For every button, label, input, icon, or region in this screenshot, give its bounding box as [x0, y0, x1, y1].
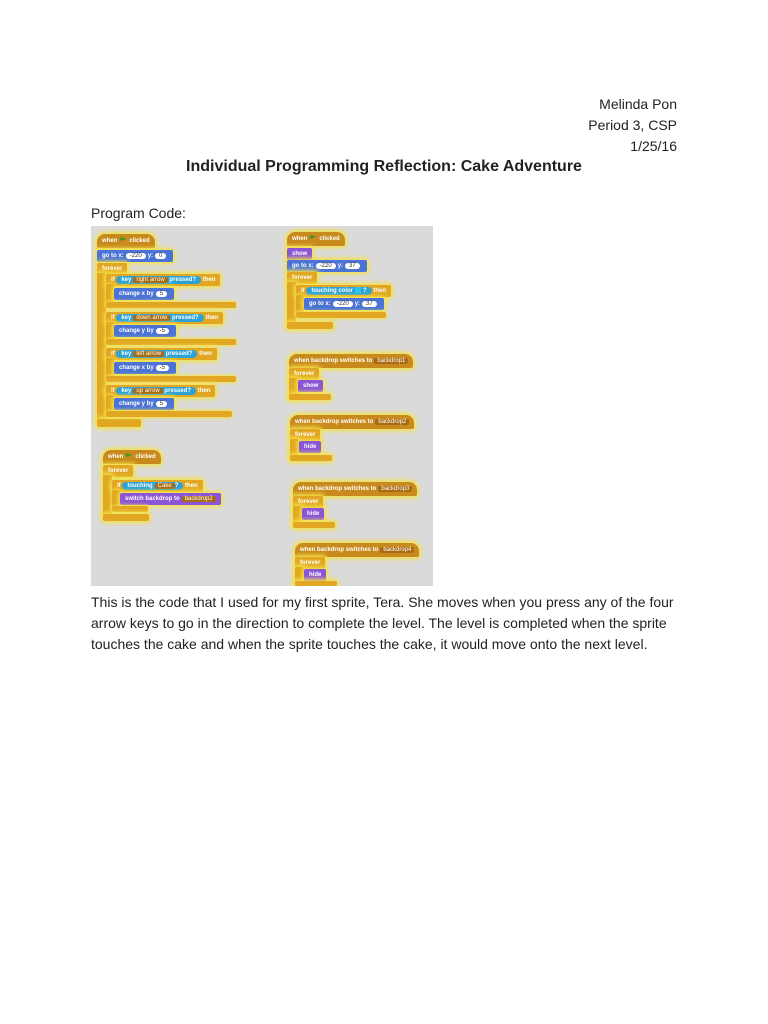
forever-bottom-bar: [289, 394, 331, 400]
go-to-xy-block: go to x: -220 y: 37: [304, 298, 384, 310]
if-bottom-bar: [112, 506, 148, 512]
when-flag-clicked-hat: when clicked: [287, 232, 345, 246]
forever-block: forever: [97, 263, 127, 275]
forever-block: forever: [290, 429, 320, 441]
forever-side-bar: [287, 282, 296, 326]
green-flag-icon: [126, 453, 132, 459]
hide-block: hide: [304, 569, 326, 581]
header-period: Period 3, CSP: [588, 117, 677, 133]
key-pressed-sensor: key up arrow pressed?: [116, 387, 196, 395]
if-bottom-bar: [296, 312, 386, 318]
forever-block: forever: [289, 368, 319, 380]
program-code-label: Program Code:: [91, 205, 186, 221]
change-x-block: change x by 5: [114, 288, 174, 300]
touching-sensor: touching Cake ?: [122, 482, 183, 490]
change-x-block: change x by -5: [114, 362, 176, 374]
forever-bottom-bar: [290, 455, 332, 461]
key-pressed-sensor: key right arrow pressed?: [116, 276, 201, 284]
if-bottom-bar: [106, 376, 236, 382]
header-date: 1/25/16: [630, 138, 677, 154]
if-touching-color-block: if touching color ? then: [296, 285, 391, 297]
show-block: show: [298, 380, 323, 392]
document-title: Individual Programming Reflection: Cake Adventure: [186, 158, 582, 175]
when-flag-clicked-hat: when clicked: [97, 234, 155, 248]
program-code-screenshot: [91, 226, 433, 586]
change-y-block: change y by -5: [114, 325, 176, 337]
forever-block: forever: [293, 496, 323, 508]
forever-bottom-bar: [103, 514, 149, 521]
if-touching-cake-block: if touching Cake ? then: [112, 480, 203, 492]
go-to-xy-block: go to x: -220 y: 0: [97, 250, 173, 262]
color-swatch-icon: [355, 287, 361, 293]
if-right-arrow-block: if key right arrow pressed? then: [106, 274, 220, 286]
if-left-arrow-block: if key left arrow pressed? then: [106, 348, 217, 360]
green-flag-icon: [120, 237, 126, 243]
body-paragraph: This is the code that I used for my first sprite, Tera. She moves when you press any of the four arrow keys to go in the direction to complete the level. The level is completed when the sprite touches the cake and when the sprite touches the cake, it would move onto the next level.: [91, 594, 674, 652]
when-backdrop-switches-hat: when backdrop switches to backdrop4: [295, 543, 419, 557]
when-flag-clicked-hat: when clicked: [103, 450, 161, 464]
hide-block: hide: [302, 508, 324, 520]
forever-bottom-bar: [295, 581, 337, 586]
forever-bottom-bar: [287, 322, 333, 329]
go-to-xy-block: go to x: -220 y: 37: [287, 260, 367, 272]
when-backdrop-switches-hat: when backdrop switches to backdrop1: [289, 354, 413, 368]
hide-block: hide: [299, 441, 321, 453]
forever-bottom-bar: [97, 419, 141, 427]
header-name: Melinda Pon: [599, 96, 677, 112]
forever-block: forever: [287, 272, 317, 284]
key-pressed-sensor: key down arrow pressed?: [116, 314, 203, 322]
show-block: show: [287, 248, 312, 260]
touching-color-sensor: touching color ?: [306, 287, 371, 295]
if-bottom-bar: [106, 339, 236, 345]
when-backdrop-switches-hat: when backdrop switches to backdrop2: [290, 415, 414, 429]
if-bottom-bar: [106, 411, 232, 417]
forever-block: forever: [295, 557, 325, 569]
forever-side-bar: [103, 475, 112, 517]
if-bottom-bar: [106, 302, 236, 308]
forever-side-bar: [97, 273, 106, 423]
when-backdrop-switches-hat: when backdrop switches to backdrop3: [293, 482, 417, 496]
key-pressed-sensor: key left arrow pressed?: [116, 350, 197, 358]
if-up-arrow-block: if key up arrow pressed? then: [106, 385, 215, 397]
forever-bottom-bar: [293, 522, 335, 528]
switch-backdrop-block: switch backdrop to backdrop2: [120, 493, 221, 505]
forever-block: forever: [103, 465, 133, 477]
green-flag-icon: [310, 235, 316, 241]
change-y-block: change y by 5: [114, 398, 174, 410]
if-down-arrow-block: if key down arrow pressed? then: [106, 312, 223, 324]
